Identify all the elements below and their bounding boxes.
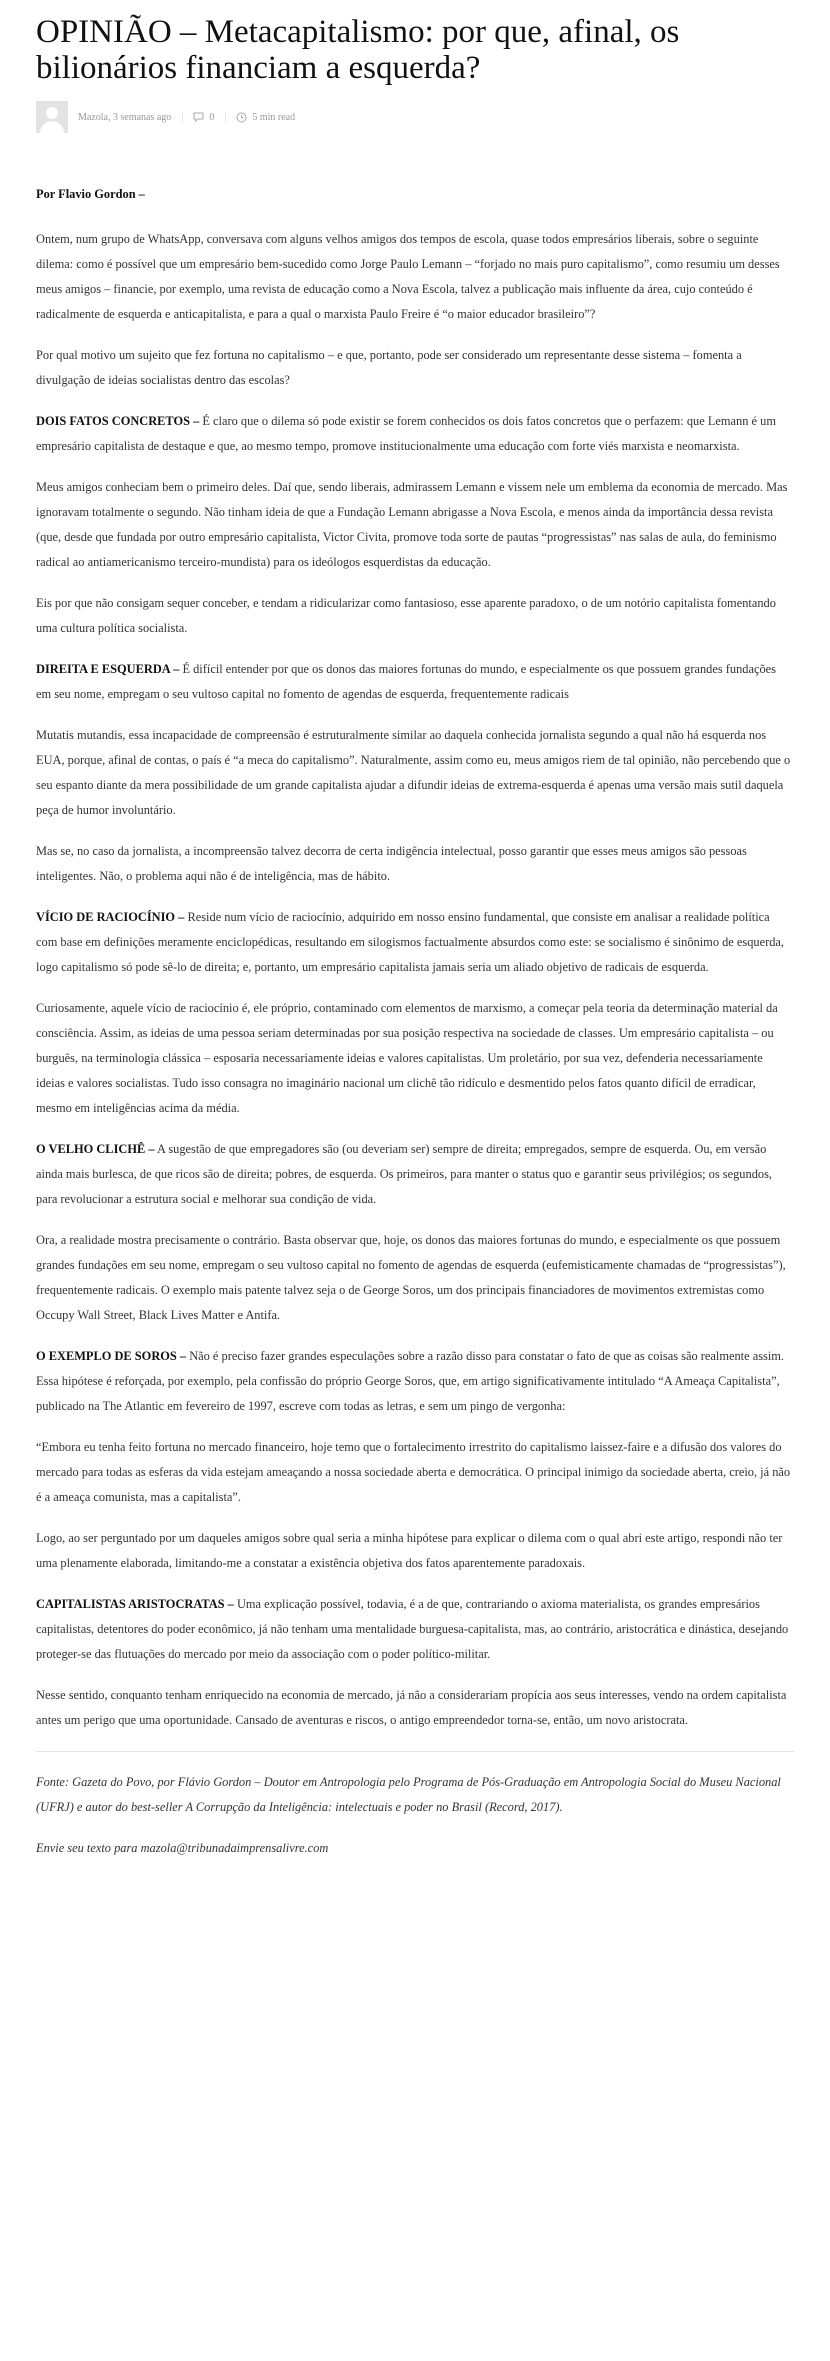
paragraph-11 [36, 1137, 794, 1212]
paragraph-15 [36, 1526, 794, 1576]
paragraph-text: Reside num vício de raciocínio, adquirido em nosso ensino fundamental, que consiste em analisar a realidade política com base em definições meramente enciclopédicas, resultando em silogismos factualmente absurdos como este: se socialismo é sinônimo de esquerda, logo capitalismo só pode sê-lo de direita; e, portanto, um empresário capitalista jamais seria um aliado objetivo de radicais de esquerda. [36, 910, 785, 974]
paragraph-text: Ontem, num grupo de WhatsApp, conversava com alguns velhos amigos dos tempos de escola, quase todos empresários liberais, sobre o seguinte dilema: como é possível que um empresário bem-sucedido como Jorge Paulo Lemann – “forjado no mais puro capitalismo”, como resumiu um desses meus amigos – financie, por exemplo, uma revista de educação como a Nova Escola, talvez a publicação mais influente da área, cujo conteúdo é radicalmente de esquerda e anticapitalista, e para a qual o marxista Paulo Freire é “o maior educador brasileiro”? [36, 232, 780, 321]
author-date[interactable]: Mazola, 3 semanas ago [78, 111, 172, 123]
article-meta [36, 100, 794, 134]
paragraph-13 [36, 1344, 794, 1419]
read-time: 5 min read [252, 111, 296, 123]
comment-icon[interactable] [193, 112, 204, 122]
paragraph-2 [36, 343, 794, 393]
paragraph-text: Mutatis mutandis, essa incapacidade de compreensão é estruturalmente similar ao daquela conhecida jornalista segundo a qual não há esquerda nos EUA, porque, afinal de contas, o país é “a meca do capitalismo”. Naturalmente, assim como eu, meus amigos riem de tal opinião, não percebendo que o seu espanto diante da mera possibilidade de um grande capitalista ajudar a difundir ideias de extrema-esquerda é apenas uma versão mais sutil daquela peça de humor involuntário. [36, 728, 791, 817]
paragraph-10 [36, 996, 794, 1121]
paragraph-lead: O EXEMPLO DE SOROS – [36, 1349, 187, 1363]
paragraph-text: Logo, ao ser perguntado por um daqueles amigos sobre qual seria a minha hipótese para explicar o dilema com o qual abri este artigo, respondi não ter uma plenamente elaborada, limitando-me a constatar a existência objetiva dos fatos aparentemente paradoxais. [36, 1531, 783, 1570]
paragraph-lead: O VELHO CLICHÊ – [36, 1142, 155, 1156]
paragraph-text: Ora, a realidade mostra precisamente o contrário. Basta observar que, hoje, os donos das maiores fortunas do mundo, e especialmente os que possuem grandes fundações em seu nome, empregam o seu vultoso capital no fomento de agendas de esquerda (eufemisticamente chamadas de “progressistas”), frequentemente radicais. O exemplo mais patente talvez seja o de George Soros, um dos principais financiadores de movimentos extremistas como Occupy Wall Street, Black Lives Matter e Antifa. [36, 1233, 786, 1322]
paragraph-text: Não é preciso fazer grandes especulações sobre a razão disso para constatar o fato de que as coisas são realmente assim. Essa hipótese é reforçada, por exemplo, pela confissão do próprio George Soros, que, em artigo significativamente intitulado “A Ameaça Capitalista”, publicado na The Atlantic em fevereiro de 1997, escreve com todas as letras, e sem um pingo de vergonha: [36, 1349, 785, 1413]
paragraph-text: É claro que o dilema só pode existir se forem conhecidos os dois fatos concretos que o perfazem: que Lemann é um empresário capitalista de destaque e que, ao mesmo tempo, promove institucionalmente uma educação com forte viés marxista e neomarxista. [36, 414, 776, 453]
paragraph-4 [36, 475, 794, 575]
paragraph-3 [36, 409, 794, 459]
paragraph-lead: DOIS FATOS CONCRETOS – [36, 414, 200, 428]
paragraph-text: Meus amigos conheciam bem o primeiro deles. Daí que, sendo liberais, admirassem Lemann e vissem nele um emblema da economia de mercado. Mas ignoravam totalmente o segundo. Não tinham ideia de que a Fundação Lemann abrigasse a Nova Escola, e menos ainda da importância dessa revista (que, desde que fundada por outro empresário capitalista, Victor Civita, promove toda sorte de pautas “progressistas” nas salas de aula, do feminismo radical ao antiamericanismo terceiro-mundista) para os ideólogos esquerdistas da educação. [36, 480, 788, 569]
paragraph-14-quote [36, 1435, 794, 1510]
clock-icon [236, 112, 247, 123]
paragraph-lead: DIREITA E ESQUERDA – [36, 662, 180, 676]
paragraph-text: Curiosamente, aquele vício de raciocínio é, ele próprio, contaminado com elementos de marxismo, a começar pela teoria da determinação material da consciência. Assim, as ideias de uma pessoa seriam determinadas por sua posição respectiva na sociedade de classes. Um empresário capitalista – ou burguês, na terminologia clássica – esposaria necessariamente ideias e valores capitalistas. Um proletário, por sua vez, defenderia necessariamente ideias e valores socialistas. Tudo isso consagra no imaginário nacional um clichê tão ridículo e desmentido pelos fatos quanto difícil de erradicar, mesmo em inteligências acima da média. [36, 1001, 778, 1115]
paragraph-text: Mas se, no caso da jornalista, a incompreensão talvez decorra de certa indigência intelectual, posso garantir que esses meus amigos são pessoas inteligentes. Não, o problema aqui não é de inteligência, mas de hábito. [36, 844, 747, 883]
paragraph-9 [36, 905, 794, 980]
paragraph-12 [36, 1228, 794, 1328]
paragraph-7 [36, 723, 794, 823]
meta-separator: | [224, 111, 227, 123]
paragraph-17 [36, 1683, 794, 1733]
paragraph-16 [36, 1592, 794, 1667]
contact-note: Envie seu texto para mazola@tribunadaimprensalivre.com [36, 1841, 329, 1855]
avatar[interactable] [36, 101, 68, 133]
avatar-body-shape [40, 121, 64, 133]
paragraph-8 [36, 839, 794, 889]
paragraph-text: A sugestão de que empregadores são (ou deveriam ser) sempre de direita; empregados, sempre de esquerda. Ou, em versão ainda mais burlesca, de que ricos são de direita; pobres, de esquerda. Os primeiros, para manter o status quo e garantir seus privilégios; os segundos, para revolucionar a estrutura social e melhorar sua condição de vida. [36, 1142, 773, 1206]
paragraph-text: Eis por que não consigam sequer conceber, e tendam a ridicularizar como fantasioso, esse aparente paradoxo, o de um notório capitalista fomentando uma cultura política socialista. [36, 596, 776, 635]
article-content [36, 182, 794, 1861]
author-name: Por Flavio Gordon – [36, 187, 145, 201]
paragraph-1 [36, 227, 794, 327]
paragraph-text: Nesse sentido, conquanto tenham enriquecido na economia de mercado, já não a considerariam propícia aos seus interesses, vendo na ordem capitalista antes um perigo que uma oportunidade. Cansado de aventuras e riscos, o antigo empreendedor torna-se, então, um novo aristocrata. [36, 1688, 787, 1727]
meta-separator: | [181, 111, 184, 123]
paragraph-text: É difícil entender por que os donos das maiores fortunas do mundo, e especialmente os que possuem grandes fundações em seu nome, empregam o seu vultoso capital no fomento de agendas de esquerda, frequentemente radicais [36, 662, 776, 701]
paragraph-lead: VÍCIO DE RACIOCÍNIO – [36, 910, 185, 924]
comments-count[interactable]: 0 [209, 111, 215, 123]
source-note: Fonte: Gazeta do Povo, por Flávio Gordon – Doutor em Antropologia pelo Programa de Pós-Graduação em Antropologia Social do Museu Nacional (UFRJ) e autor do best-seller A Corrupção da Inteligência: intelectuais e poder no Brasil (Record, 2017). [36, 1775, 781, 1814]
article-title: OPINIÃO – Metacapitalismo: por que, afinal, os bilionários financiam a esquerda? [36, 14, 680, 86]
avatar-head-shape [46, 107, 58, 119]
paragraph-6 [36, 657, 794, 707]
paragraph-text: “Embora eu tenha feito fortuna no mercado financeiro, hoje temo que o fortalecimento irrestrito do capitalismo laissez-faire e a difusão dos valores do mercado para todas as esferas da vida estejam ameaçando a nossa sociedade aberta e democrática. O principal inimigo da sociedade aberta, creio, já não é a ameaça comunista, mas a capitalista”. [36, 1440, 791, 1504]
paragraph-text: Por qual motivo um sujeito que fez fortuna no capitalismo – e que, portanto, pode ser considerado um representante desse sistema – fomenta a divulgação de ideias socialistas dentro das escolas? [36, 348, 742, 387]
author-line [36, 182, 794, 207]
section-divider [36, 1751, 794, 1752]
paragraph-5 [36, 591, 794, 641]
paragraph-text: Uma explicação possível, todavia, é a de que, contrariando o axioma materialista, os grandes empresários capitalistas, detentores do poder econômico, já não tenham uma mentalidade burguesa-capitalista, mas, ao contrário, aristocrática e dinástica, desejando proteger-se das flutuações do mercado por meio da associação com o poder político-militar. [36, 1597, 789, 1661]
paragraph-lead: CAPITALISTAS ARISTOCRATAS – [36, 1597, 234, 1611]
